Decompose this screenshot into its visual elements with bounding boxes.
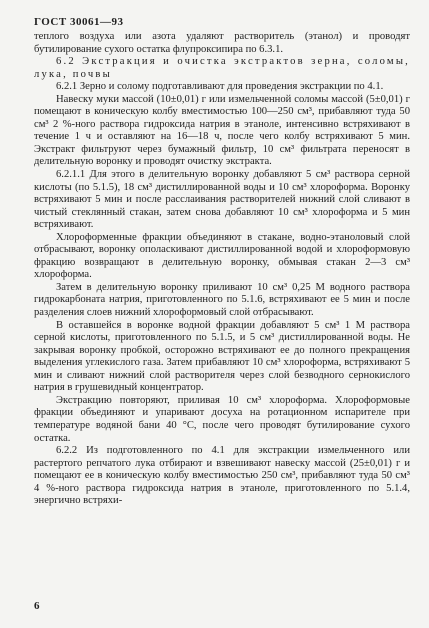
paragraph-6-2-1: 6.2.1 Зерно и солому подготавливают для проведения экстракции по 4.1. (56, 81, 384, 93)
paragraph-chloroform-fractions: Хлороформенные фракции объединяют в стакане, водно-этаноловый слой отбрасывают, воронку ополаскивают дистиллированной водой и хлороформовую фракцию возвращают в делительную воронку, обмывая стакан 2—3 см³ хлороформа. (34, 231, 410, 281)
section-heading-6-2: 6.2 Экстракция и очистка экстрактов зерна, соломы, лука, почвы (34, 56, 410, 80)
paragraph-bicarbonate: Затем в делительную воронку приливают 10 см³ 0,25 М водного раствора гидрокарбоната натрия, приготовленного по 5.1.6, встряхивают ее 5 мин и после разделения слоев нижний хлороформовый слой отбрасывают. (34, 281, 410, 319)
standard-header: ГОСТ 30061—93 (34, 16, 124, 28)
paragraph-sample-weighing: Навеску муки массой (10±0,01) г или измельченной соломы массой (5±0,01) г помещают в коническую колбу вместимостью 100—250 см³, прибавляют туда 50 см³ 2 %-ного раствора гидроксида натрия в этаноле, интенсивно встряхивают в течение 1 ч и оставляют на 16—18 ч, после чего колбу встряхивают 5 мин. Экстракт фильтруют через бумажный фильтр, 10 см³ фильтрата переносят в делительную воронку и проводят очистку экстракта. (34, 93, 410, 168)
paragraph-aqueous-fraction: В оставшейся в воронке водной фракции добавляют 5 см³ 1 М раствора серной кислоты, приготовленного по 5.1.5, и 5 см³ дистиллированной воды. Не закрывая воронку пробкой, осторожно встряхивают ее до полного прекращения выделения углекислого газа. Затем прибавляют 10 см³ хлороформа, встряхивают 5 мин и сливают нижний слой растворителя через слой безводного сернокислого натрия в грушевидный концентратор. (34, 319, 410, 394)
paragraph-repeat-extraction: Экстракцию повторяют, приливая 10 см³ хлороформа. Хлороформовые фракции объединяют и упаривают досуха на ротационном испарителе при температуре водяной бани 40 °С, после чего проводят бутилирование сухого остатка. (34, 394, 410, 444)
paragraph-continuation: теплого воздуха или азота удаляют растворитель (этанол) и проводят бутилирование сухого остатка флупроксипира по 6.3.1. (34, 31, 410, 55)
paragraph-6-2-1-1: 6.2.1.1 Для этого в делительную воронку добавляют 5 см³ раствора серной кислоты (по 5.1.5), 18 см³ дистиллированной воды и 10 см³ хлороформа. Воронку встряхивают 5 мин и после расслаивания растворителей нижний слой сливают в чистый стеклянный стакан, затем снова добавляют 10 см³ хлороформа и 5 мин встряхивают. (34, 169, 410, 231)
page-number: 6 (34, 600, 40, 612)
paragraph-6-2-2: 6.2.2 Из подготовленного по 4.1 для экстракции измельченного или растертого репчатого лука отбирают и взвешивают навеску массой (25±0,01) г и помещают ее в коническую колбу вместимостью 250 см³, прибавляют туда 50 см³ 4 %-ного раствора гидроксида натрия в этаноле, приготовленного по 5.1.4, энергично встряхи- (34, 445, 410, 507)
body-text (34, 31, 410, 508)
